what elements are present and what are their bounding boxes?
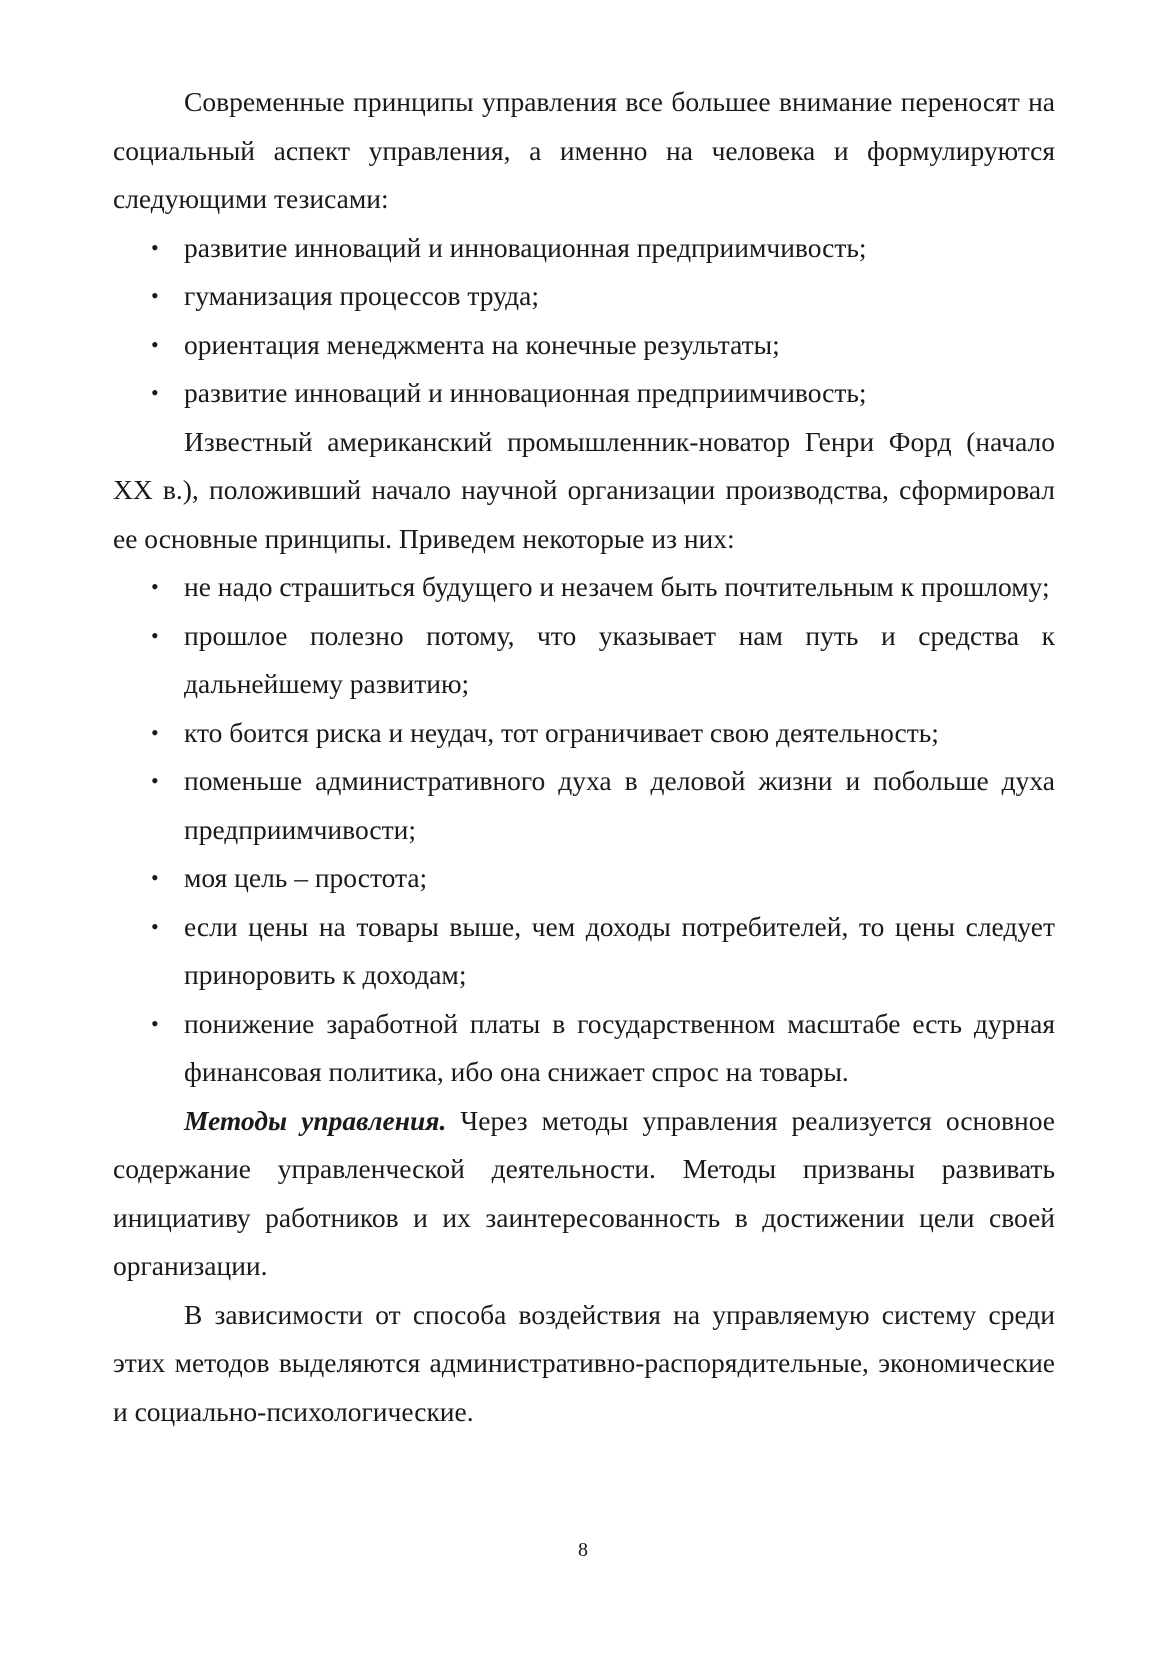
bullet-icon: • xyxy=(151,768,159,793)
bullet-icon: • xyxy=(151,622,159,648)
bullet-icon: • xyxy=(151,1010,159,1036)
paragraph-body: Через методы управления реализуется основное содержание управленческой деятельности. Методы призваны развивать инициативу работников и их заинтересованность в достижении цели своей организации. xyxy=(113,1104,1055,1281)
list-modern-principles xyxy=(113,224,1055,418)
list-ford-principles xyxy=(113,563,1055,1097)
bullet-icon: • xyxy=(151,574,159,599)
bullet-icon: • xyxy=(151,719,159,745)
list-item: • поменьше административного духа в деловой жизни и побольше духа предприимчивости; xyxy=(113,757,1055,854)
list-item: • понижение заработной платы в государственном масштабе есть дурная финансовая политика, ибо она снижает спрос на товары. xyxy=(113,1000,1055,1097)
bullet-icon: • xyxy=(151,380,159,405)
list-item: • кто боится риска и неудач, тот ограничивает свою деятельность; xyxy=(113,709,1055,758)
paragraph-method-types: В зависимости от способа воздействия на управляемую систему среди этих методов выделяются административно-распорядительные, экономические и социально-психологические. xyxy=(113,1298,1055,1427)
list-item: • развитие инноваций и инновационная предприимчивость; xyxy=(113,369,1055,418)
page-number: 8 xyxy=(578,1539,588,1561)
paragraph-management-methods xyxy=(113,1097,1055,1291)
paragraph-principles-intro: Современные принципы управления все большее внимание переносят на социальный аспект управления, а именно на человека и формулируются следующими тезисами: xyxy=(113,86,1055,214)
bullet-icon: • xyxy=(151,283,159,308)
list-item: • если цены на товары выше, чем доходы потребителей, то цены следует приноровить к доходам; xyxy=(113,903,1055,1000)
bullet-icon: • xyxy=(151,234,159,260)
list-item: • развитие инноваций и инновационная предприимчивость; xyxy=(113,224,1055,273)
list-item: • прошлое полезно потому, что указывает нам путь и средства к дальнейшему развитию; xyxy=(113,612,1055,709)
bullet-icon: • xyxy=(151,865,159,890)
bullet-icon: • xyxy=(151,913,159,939)
list-item: • не надо страшиться будущего и незачем быть почтительным к прошлому; xyxy=(113,563,1055,612)
section-run-in-heading: Методы управления. xyxy=(184,1104,447,1136)
list-item: • ориентация менеджмента на конечные результаты; xyxy=(113,321,1055,370)
bullet-icon: • xyxy=(151,331,159,357)
paragraph-ford-intro: Известный американский промышленник-новатор Генри Форд (начало XX в.), положивший начало научной организации производства, сформировал ее основные принципы. Приведем некоторые из них: xyxy=(113,425,1055,554)
document-page xyxy=(113,78,1055,1436)
list-item: • моя цель – простота; xyxy=(113,854,1055,903)
list-item: • гуманизация процессов труда; xyxy=(113,272,1055,321)
